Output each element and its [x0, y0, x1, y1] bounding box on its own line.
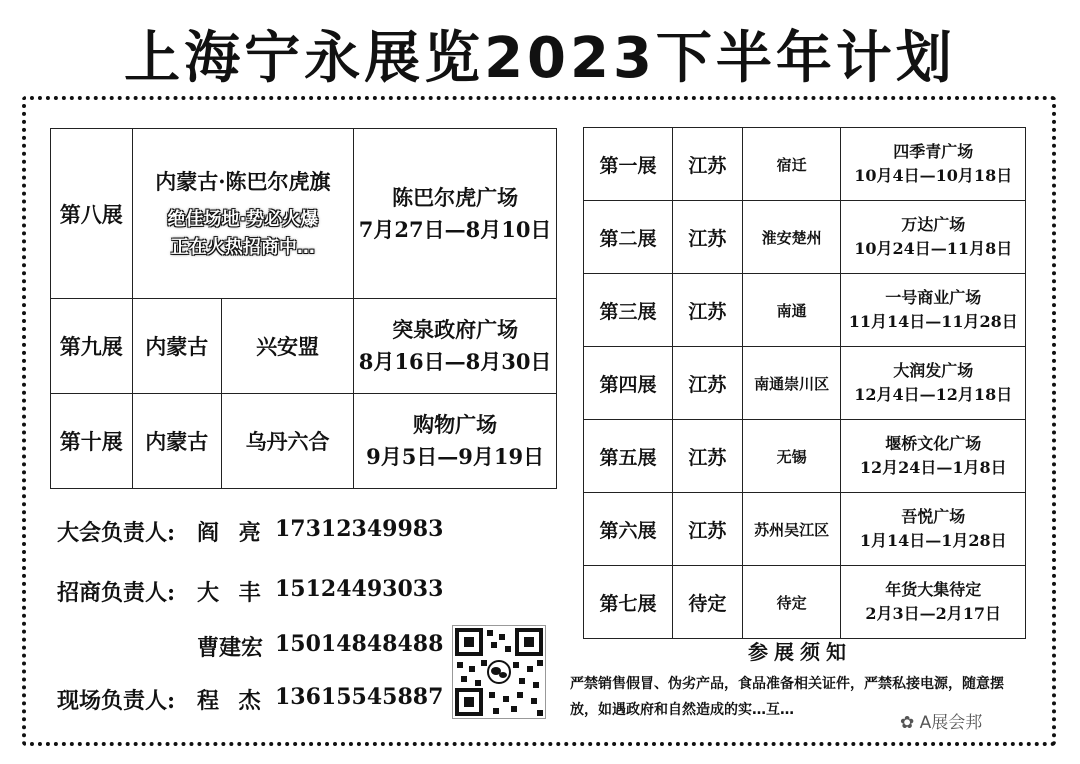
date: 11月14日—11月28日 — [848, 312, 1018, 331]
venue-date-cell — [841, 566, 1026, 639]
date: 12月4日—12月18日 — [854, 385, 1013, 404]
table-row — [51, 129, 557, 299]
venue: 年货大集待定 — [885, 580, 982, 599]
province: 待定 — [673, 566, 743, 639]
venue-date-cell — [841, 493, 1026, 566]
venue: 购物广场 — [413, 412, 498, 437]
province: 江苏 — [673, 201, 743, 274]
table-row — [584, 347, 1026, 420]
date: 8月16日—8月30日 — [358, 349, 552, 374]
exhibit-label: 第二展 — [584, 201, 673, 274]
city: 乌丹六合 — [221, 394, 353, 489]
watermark-text: A展会邦 — [919, 713, 983, 733]
watermark — [896, 708, 986, 733]
promo-line-2: 正在火热招商中… — [170, 236, 315, 258]
schedule-table-right — [583, 127, 1026, 639]
table-row — [584, 420, 1026, 493]
venue: 四季青广场 — [893, 142, 974, 161]
city: 宿迁 — [742, 128, 841, 201]
table-row — [584, 566, 1026, 639]
exhibit-label: 第三展 — [584, 274, 673, 347]
city: 南通 — [742, 274, 841, 347]
venue-date-cell — [841, 274, 1026, 347]
notice-heading: 参展须知 — [748, 640, 852, 664]
venue: 万达广场 — [901, 215, 966, 234]
table-row — [584, 274, 1026, 347]
date: 7月27日—8月10日 — [358, 216, 552, 242]
exhibit-label: 第五展 — [584, 420, 673, 493]
venue: 吾悦广场 — [901, 507, 966, 526]
date: 10月24日—11月8日 — [854, 239, 1013, 258]
table-row — [51, 394, 557, 489]
exhibit-label: 第四展 — [584, 347, 673, 420]
contact-role: 大会负责人: — [57, 520, 176, 546]
contact-name: 程 杰 — [197, 688, 267, 714]
exhibit-label: 第九展 — [51, 299, 133, 394]
city: 苏州吴江区 — [742, 493, 841, 566]
venue-date-cell — [841, 420, 1026, 493]
table-row — [584, 128, 1026, 201]
exhibit-label: 第十展 — [51, 394, 133, 489]
table-row — [51, 299, 557, 394]
venue: 突泉政府广场 — [392, 317, 519, 342]
date: 2月3日—2月17日 — [865, 604, 1002, 623]
city: 淮安楚州 — [742, 201, 841, 274]
city: 无锡 — [742, 420, 841, 493]
table-row — [584, 201, 1026, 274]
province: 江苏 — [673, 347, 743, 420]
wechat-icon: ✿ — [900, 713, 920, 733]
province: 江苏 — [673, 274, 743, 347]
city: 兴安盟 — [221, 299, 353, 394]
contact-phone: 15124493033 — [275, 576, 444, 602]
exhibit-label: 第七展 — [584, 566, 673, 639]
venue-date-cell — [841, 347, 1026, 420]
province: 内蒙古 — [132, 299, 221, 394]
exhibit-region-cell — [132, 129, 354, 299]
contact-phone: 15014848488 — [275, 631, 444, 657]
contact-phone: 13615545887 — [275, 684, 444, 710]
promo-line-1: 绝佳场地·势必火爆 — [167, 208, 319, 230]
venue: 陈巴尔虎广场 — [392, 184, 519, 210]
exhibit-label: 第六展 — [584, 493, 673, 566]
city: 南通崇川区 — [742, 347, 841, 420]
venue-date-cell — [354, 299, 557, 394]
venue: 一号商业广场 — [885, 288, 982, 307]
exhibit-label: 第八展 — [51, 129, 133, 299]
notice-text: 严禁销售假冒、伪劣产品，食品准备相关证件，严禁私接电源，随意摆放，如遇政府和自然造成的实…互… — [570, 676, 1004, 718]
province: 江苏 — [673, 128, 743, 201]
province: 江苏 — [673, 493, 743, 566]
venue-date-cell — [841, 201, 1026, 274]
table-row — [584, 493, 1026, 566]
schedule-table-left — [50, 128, 557, 489]
page-title: 上海宁永展览2023下半年计划 — [124, 26, 956, 91]
qr-code-icon — [452, 625, 546, 719]
contact-name: 大 丰 — [197, 580, 267, 606]
date: 1月14日—1月28日 — [859, 531, 1007, 550]
province: 内蒙古 — [132, 394, 221, 489]
venue-date-cell — [841, 128, 1026, 201]
contact-role: 现场负责人: — [57, 688, 176, 714]
contact-name: 阎 亮 — [197, 520, 267, 546]
venue-date-cell — [354, 394, 557, 489]
exhibit-label: 第一展 — [584, 128, 673, 201]
contact-name: 曹建宏 — [197, 635, 264, 661]
venue: 堰桥文化广场 — [885, 434, 982, 453]
date: 9月5日—9月19日 — [366, 444, 545, 469]
contact-role: 招商负责人: — [57, 580, 176, 606]
venue: 大润发广场 — [893, 361, 974, 380]
exhibit-region: 内蒙古·陈巴尔虎旗 — [155, 168, 331, 194]
contact-phone: 17312349983 — [275, 516, 444, 542]
venue-date-cell — [354, 129, 557, 299]
city: 待定 — [742, 566, 841, 639]
date: 12月24日—1月8日 — [859, 458, 1007, 477]
province: 江苏 — [673, 420, 743, 493]
date: 10月4日—10月18日 — [854, 166, 1013, 185]
